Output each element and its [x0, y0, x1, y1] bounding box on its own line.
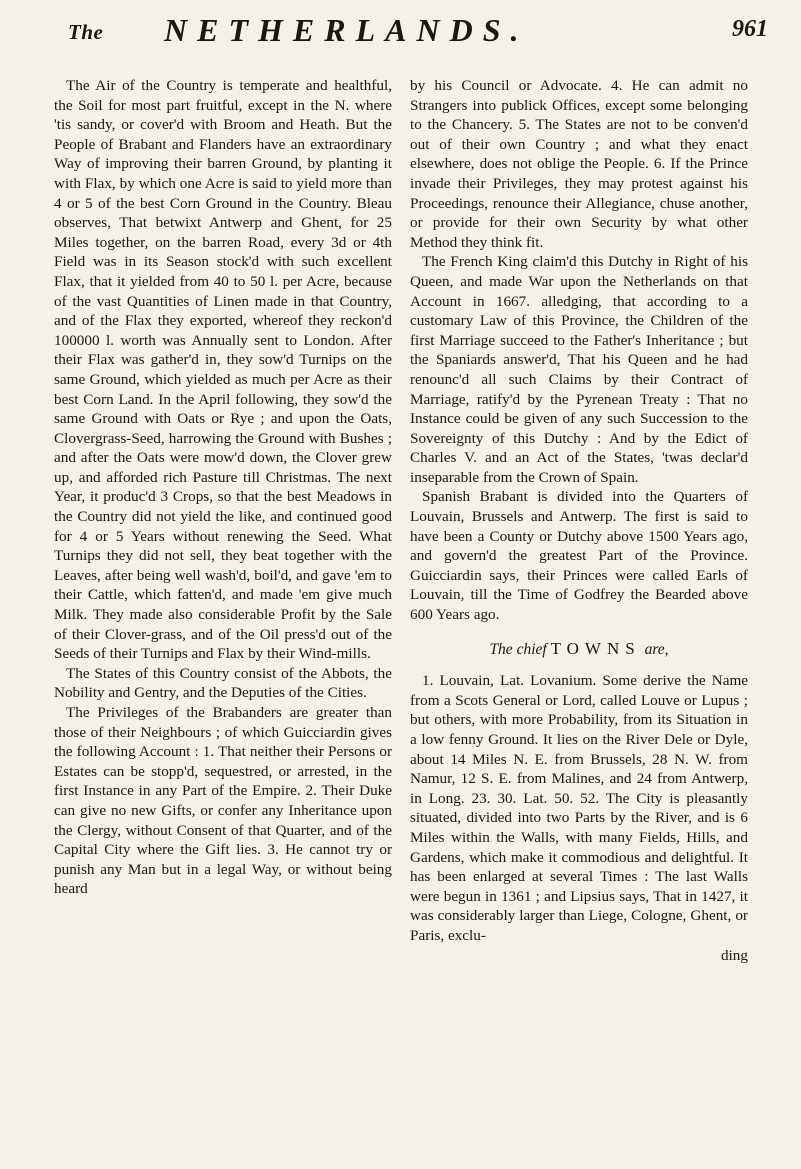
paragraph-states: The States of this Country consist of the Abbots, the Nobility and Gentry, and the Deputies of the Cities. — [54, 664, 392, 702]
paragraph-air-soil: The Air of the Country is temperate and healthful, the Soil for most part fruitful, except in the N. where 'tis sandy, or cover'd with Broom and Heath. But the People of Brabant and Flanders have an extraordinary Way of improving their barren Ground, by planting it with Flax, by which one Acre is said to yield more than 4 or 5 of the best Corn Ground in the Country. Bleau observes, That betwixt Antwerp and Ghent, for 25 Miles together, on the barren Road, every 3d or 4th Field was in its Season stock'd with such excellent Flax, that it yielded from 40 to 50 l. per Acre, because of the vast Quantities of Linen made in that Country, and of the Flax they exported, whereof they reckon'd 100000 l. worth was Annually sent to London. After their Flax was gather'd in, they sow'd Turnips on the same Ground, which yielded as much per Acre as their best Corn Land. In the April following, they sow'd the same Ground with Oats or Rye ; and upon the Oats, Clovergrass-Seed, harrowing the Ground with Bushes ; and after the Oats were mow'd down, the Clover grew up, and afforded rich Pasture till Christmas. The next Year, it produc'd 3 Crops, so that the best Meadows in the Country did not yield the like, and continued good for 4 or 5 Years without renewing the Seed. What Turnips they did not sell, they beat together with the Leaves, after being well wash'd, boil'd, and gave 'em to their Cattle, which fatten'd, and made 'em give much Milk. They made also considerable Profit by the Sale of their Clover-grass, and of the Oil press'd out of the Seeds of their Turnips and Flax by their Wind-mills. — [54, 77, 392, 663]
towns-heading-pre: The chief — [489, 640, 547, 658]
towns-heading-post: are, — [644, 640, 669, 658]
running-header — [44, 10, 774, 50]
left-column — [54, 76, 392, 899]
paragraph-spanish-brabant: Spanish Brabant is divided into the Quarters of Louvain, Brussels and Antwerp. The first is said to have been a County or Dutchy above 1500 Years ago, and govern'd the greatest Part of the Province. Guicciardin says, their Princes were called Earls of Louvain, till the Time of Godfrey the Bearded above 600 Years ago. — [410, 488, 748, 624]
catchword: ding — [720, 946, 748, 964]
header-title: NETHERLANDS. — [164, 12, 529, 48]
page-number: 961 — [732, 16, 768, 42]
paragraph-louvain: 1. Louvain, Lat. Lovanium. Some derive the Name from a Scots General or Lord, called Louve or Lupus ; but others, with more Probability, from its Situation in a low fenny Ground. It lies on the River Dele or Dyle, about 14 Miles N. E. from Brussels, 28 N. W. from Namur, 12 S. E. from Malines, and 24 from Antwerp, in Long. 23. 30. Lat. 50. 52. The City is pleasantly situated, divided into two Parts by the River, and is 6 Miles within the Walls, with many Fields, Hills, and Gardens, which make it commodious and delightful. It has been enlarged at several Times : The last Walls were begun in 1361 ; and Lipsius says, That in 1427, it was considerably larger than Liege, Cologne, Ghent, or Paris, exclu- — [410, 672, 748, 944]
towns-heading-word: TOWNS — [550, 638, 641, 658]
paragraph-french-king: The French King claim'd this Dutchy in Right of his Queen, and made War upon the Netherlands on that Account in 1667. alledging, that according to a customary Law of this Province, the Children of the first Marriage succeed to the Father's Inheritance ; but the Spaniards answer'd, That his Queen and he had renounc'd all such Claims by their Contract of Marriage, ratify'd by the Pyrenean Treaty : That no Instance could be given of any such Succession to the Sovereignty of this Dutchy : And by the Edict of Charles V. and an Act of the States, 'twas declar'd inseparable from the Crown of Spain. — [410, 253, 748, 486]
right-column — [410, 76, 748, 965]
paragraph-privileges: The Privileges of the Brabanders are greater than those of their Neighbours ; of which Guicciardin gives the following Account : 1. That neither their Persons or Estates can be stopp'd, sequestred, or arrested, in the first Instance in any Part of the Empire. 2. Their Duke can give no new Gifts, or confer any Inheritance upon the Clergy, without Consent of that Quarter, and of the Capital City where the Gift lies. 3. He cannot try or punish any Man but in a legal Way, or without being heard — [54, 704, 392, 898]
header-article: The — [68, 20, 104, 44]
towns-heading — [410, 639, 748, 660]
paragraph-council: by his Council or Advocate. 4. He can admit no Strangers into publick Offices, except some belonging to the Chancery. 5. The States are not to be conven'd out of their own Country ; and what they enact elsewhere, does not oblige the People. 6. If the Prince invade their Privileges, they may protest against his Proceedings, renounce their Allegiance, chuse another, or provide for their own Security by what other Method they think fit. — [410, 77, 748, 251]
